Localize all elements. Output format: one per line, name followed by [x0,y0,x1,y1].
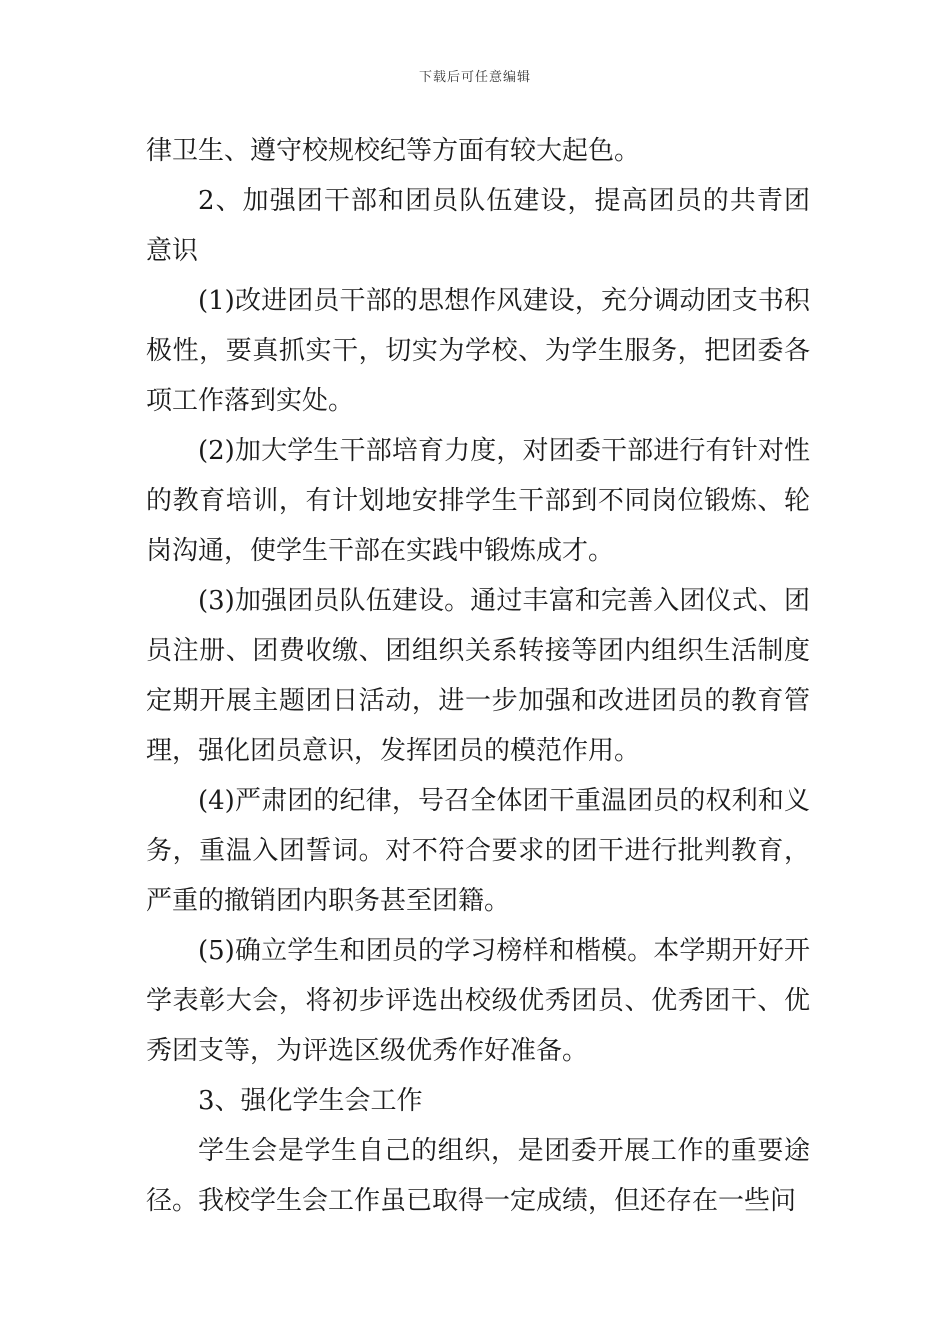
section-heading-3: 3、强化学生会工作 [198,1086,423,1116]
list-item-2: (2)加大学生干部培育力度，对团委干部进行有针对性的教育培训，有计划地安排学生干部到不同岗位锻炼、轮岗沟通，使学生干部在实践中锻炼成才。 [146,436,810,566]
list-item-5: (5)确立学生和团员的学习榜样和楷模。本学期开好开学表彰大会，将初步评选出校级优秀团员、优秀团干、优秀团支等，为评选区级优秀作好准备。 [146,936,810,1066]
list-item-4: (4)严肃团的纪律，号召全体团干重温团员的权利和义务，重温入团誓词。对不符合要求的团干进行批判教育，严重的撤销团内职务甚至团籍。 [146,786,810,916]
page-header: 下载后可任意编辑 [418,70,531,85]
list-item-3: (3)加强团员队伍建设。通过丰富和完善入团仪式、团员注册、团费收缴、团组织关系转接等团内组织生活制度定期开展主题团日活动，进一步加强和改进团员的教育管理，强化团员意识，发挥团员的模范作用。 [146,586,810,766]
section-heading-2: 2、加强团干部和团员队伍建设，提高团员的共青团意识 [146,186,810,266]
paragraph-continuation: 律卫生、遵守校规校纪等方面有较大起色。 [146,136,641,166]
paragraph-body: 学生会是学生自己的组织，是团委开展工作的重要途径。我校学生会工作虽已取得一定成绩，但还存在一些问 [146,1136,810,1216]
list-item-1: (1)改进团员干部的思想作风建设，充分调动团支书积极性，要真抓实干，切实为学校、为学生服务，把团委各项工作落到实处。 [146,286,810,416]
document-body [146,126,810,1226]
